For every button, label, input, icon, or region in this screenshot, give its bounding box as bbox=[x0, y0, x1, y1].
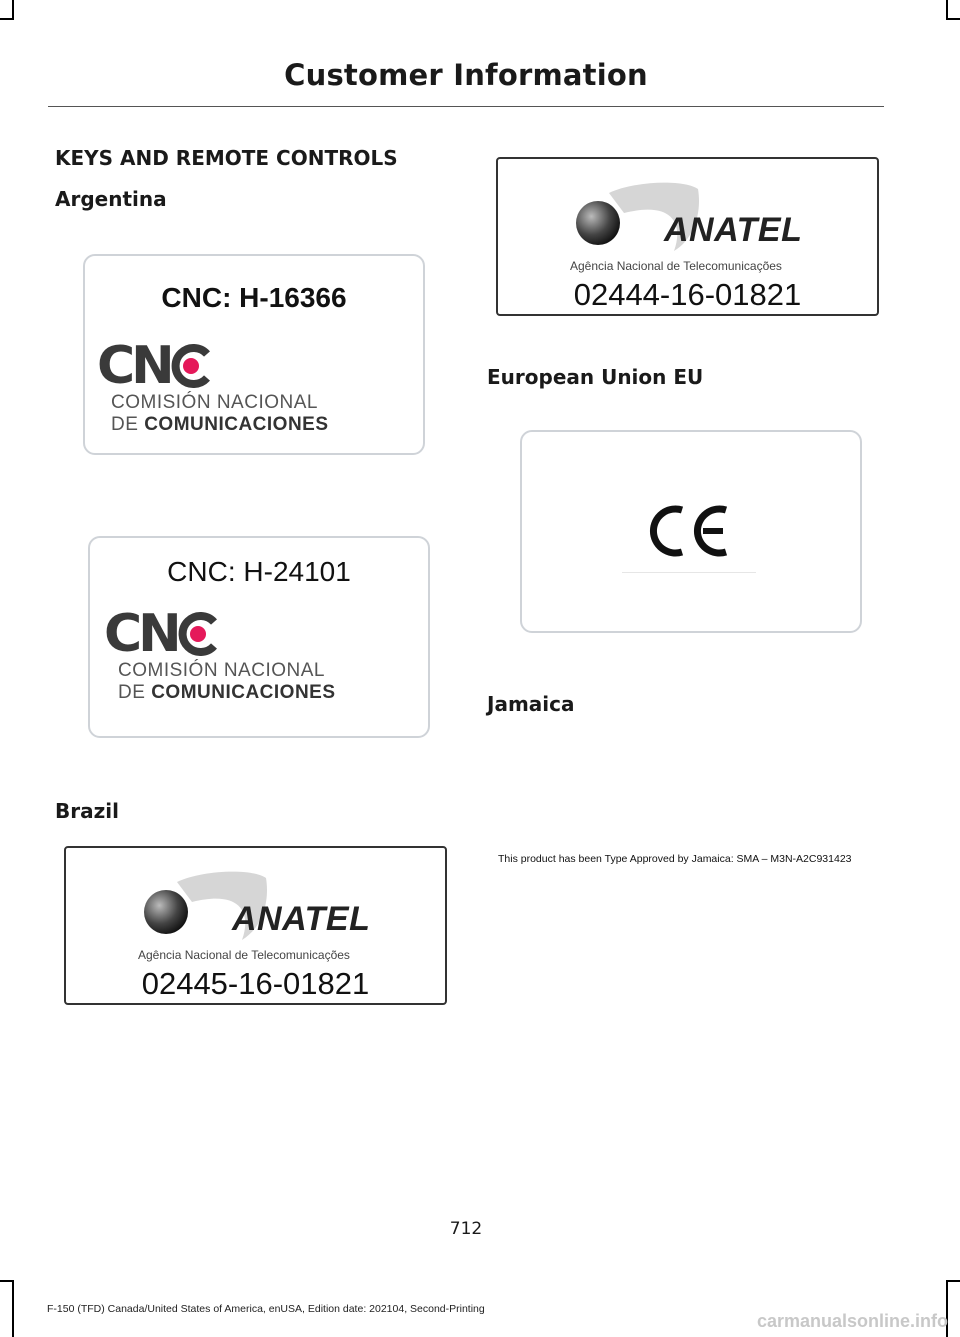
cnc-text-prefix: DE bbox=[118, 682, 152, 703]
ce-label bbox=[520, 430, 862, 633]
cnc-logo bbox=[104, 604, 428, 704]
footer-edition-text: F-150 (TFD) Canada/United States of America, enUSA, Edition date: 202104, Second-Printing bbox=[47, 1303, 485, 1315]
page-title: Customer Information bbox=[284, 58, 648, 92]
crop-mark bbox=[12, 1280, 14, 1337]
cnc-text-prefix: DE bbox=[111, 414, 145, 435]
anatel-subtitle: Agência Nacional de Telecomunicações bbox=[138, 948, 350, 962]
cnc-label bbox=[83, 254, 425, 455]
ce-mark-icon bbox=[648, 502, 738, 560]
anatel-label bbox=[496, 157, 879, 316]
cnc-logo-text bbox=[118, 660, 336, 704]
region-jamaica: Jamaica bbox=[487, 692, 575, 716]
crop-mark bbox=[0, 18, 14, 20]
jamaica-approval-text: This product has been Type Approved by Jamaica: SMA – M3N-A2C931423 bbox=[498, 853, 852, 865]
crop-mark bbox=[12, 0, 14, 20]
crop-mark bbox=[946, 0, 948, 20]
cnc-ring-icon bbox=[176, 612, 220, 656]
region-brazil: Brazil bbox=[55, 799, 119, 823]
cnc-text-bold: COMUNICACIONES bbox=[151, 682, 336, 703]
crop-mark bbox=[946, 18, 960, 20]
ce-underline bbox=[622, 572, 756, 573]
anatel-code: 02444-16-01821 bbox=[573, 277, 802, 312]
cnc-text-line2 bbox=[118, 682, 336, 703]
cnc-logo-letters: CN bbox=[97, 336, 171, 396]
cnc-code: CNC: H-24101 bbox=[167, 556, 351, 587]
region-eu: European Union EU bbox=[487, 365, 704, 389]
anatel-name: ANATEL bbox=[664, 211, 803, 249]
cnc-text-bold: COMUNICACIONES bbox=[144, 414, 329, 435]
anatel-subtitle: Agência Nacional de Telecomunicações bbox=[570, 259, 782, 273]
section-heading: KEYS AND REMOTE CONTROLS bbox=[55, 146, 398, 170]
anatel-code: 02445-16-01821 bbox=[141, 966, 370, 1001]
region-argentina: Argentina bbox=[55, 187, 167, 211]
cnc-text-line1: COMISIÓN NACIONAL bbox=[111, 392, 318, 413]
cnc-ring-icon bbox=[169, 344, 213, 388]
cnc-text-line1: COMISIÓN NACIONAL bbox=[118, 660, 325, 681]
page-number: 712 bbox=[449, 1219, 483, 1239]
header-divider bbox=[48, 106, 884, 107]
cnc-label bbox=[88, 536, 430, 738]
anatel-label bbox=[64, 846, 447, 1005]
cnc-logo-letters: CN bbox=[104, 604, 178, 664]
watermark: carmanualsonline.info bbox=[756, 1311, 948, 1331]
crop-mark bbox=[0, 1280, 14, 1282]
crop-mark bbox=[946, 1280, 960, 1282]
cnc-code: CNC: H-16366 bbox=[161, 282, 347, 313]
cnc-logo-text bbox=[111, 392, 329, 436]
cnc-text-line2 bbox=[111, 414, 329, 435]
cnc-logo bbox=[97, 336, 423, 436]
anatel-name: ANATEL bbox=[232, 900, 371, 938]
